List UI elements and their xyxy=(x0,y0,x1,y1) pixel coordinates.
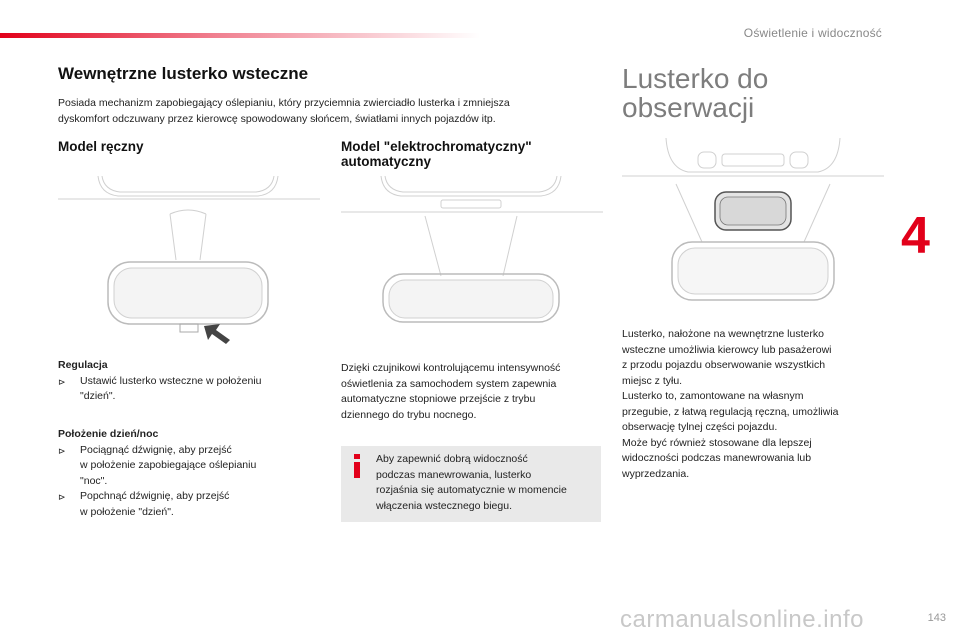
list-item xyxy=(58,374,328,405)
body-line: automatyczne stopniowe przejście z trybu xyxy=(341,393,536,405)
body-line: widoczności podczas manewrowania lub xyxy=(622,452,812,464)
body-line: przegubie, z łatwą regulacją ręczną, umożliwia xyxy=(622,405,839,418)
info-line: włączenia wstecznego biegu. xyxy=(376,499,512,512)
title-line: Lusterko do xyxy=(622,63,769,94)
bullet-line: w położenie zapobiegające oślepianiu xyxy=(80,459,257,471)
body-line: obserwację tylnej części pojazdu. xyxy=(622,421,778,433)
info-text xyxy=(376,452,594,514)
body-line: dziennego do trybu nocnego. xyxy=(341,408,477,421)
info-line: podczas manewrowania, lusterko xyxy=(376,468,532,481)
body-line: wsteczne umożliwia kierowcy lub pasażerowi xyxy=(622,343,832,356)
header-accent-bar xyxy=(0,33,480,38)
bullet-line: Pociągnąć dźwignię, aby przejść xyxy=(80,443,232,456)
body-line: z przodu pojazdu obserwowanie wszystkich xyxy=(622,359,826,371)
list-item xyxy=(58,443,328,490)
body-line: oświetlenia za samochodem system zapewnia xyxy=(341,377,557,390)
watermark: carmanualsonline.info xyxy=(620,606,864,633)
bullet-icon: ⊳ xyxy=(58,377,66,388)
intro-line: Posiada mechanizm zapobiegający oślepianiu, który przyciemnia zwierciadło lusterka i zmniejsza xyxy=(58,97,510,109)
page-title: Wewnętrzne lusterko wsteczne xyxy=(58,64,309,83)
info-line: Aby zapewnić dobrą widoczność xyxy=(376,453,528,465)
observation-mirror-description xyxy=(622,327,892,482)
auto-model-description xyxy=(341,361,603,423)
body-line: Dzięki czujnikowi kontrolującemu intensywność xyxy=(341,362,561,374)
bullet-line: w położenie "dzień". xyxy=(80,505,174,518)
day-night-label: Położenie dzień/noc xyxy=(58,428,159,440)
body-line: wyprzedzania. xyxy=(622,467,690,480)
body-line: Lusterko, nałożone na wewnętrzne lusterko xyxy=(622,328,824,340)
observation-mirror-illustration xyxy=(622,138,884,308)
adjustment-section xyxy=(58,358,328,405)
list-item xyxy=(58,489,328,520)
heading-line: Model "elektrochromatyczny" xyxy=(341,139,532,154)
manual-model-heading: Model ręczny xyxy=(58,139,144,154)
title-line: obserwacji xyxy=(622,92,755,123)
heading-line: automatyczny xyxy=(341,154,432,169)
info-box xyxy=(341,446,601,522)
bullet-line: Ustawić lusterko wsteczne w położeniu xyxy=(80,374,262,387)
auto-model-heading xyxy=(341,139,601,169)
info-line: rozjaśnia się automatycznie w momencie xyxy=(376,484,567,496)
auto-mirror-illustration xyxy=(341,176,603,326)
intro-paragraph xyxy=(58,96,598,127)
bullet-icon: ⊳ xyxy=(58,493,66,503)
chapter-number: 4 xyxy=(901,207,930,265)
bullet-line: "dzień". xyxy=(80,390,116,402)
manual-mirror-illustration xyxy=(58,176,320,346)
info-icon xyxy=(352,454,362,478)
section-title: Oświetlenie i widoczność xyxy=(743,26,882,40)
body-line: Może być również stosowane dla lepszej xyxy=(622,436,812,449)
body-line: miejsc z tyłu. xyxy=(622,374,683,387)
intro-line: dyskomfort odczuwany przez kierowcę spowodowany słońcem, światłami innych pojazdów itp. xyxy=(58,112,496,125)
day-night-section xyxy=(58,427,328,520)
bullet-icon: ⊳ xyxy=(58,446,66,457)
page-number: 143 xyxy=(927,612,946,624)
body-line: Lusterko to, zamontowane na własnym xyxy=(622,390,804,402)
observation-mirror-title xyxy=(622,64,882,122)
bullet-line: Popchnąć dźwignię, aby przejść xyxy=(80,490,230,502)
adjustment-label: Regulacja xyxy=(58,359,108,371)
bullet-line: "noc". xyxy=(80,474,108,487)
